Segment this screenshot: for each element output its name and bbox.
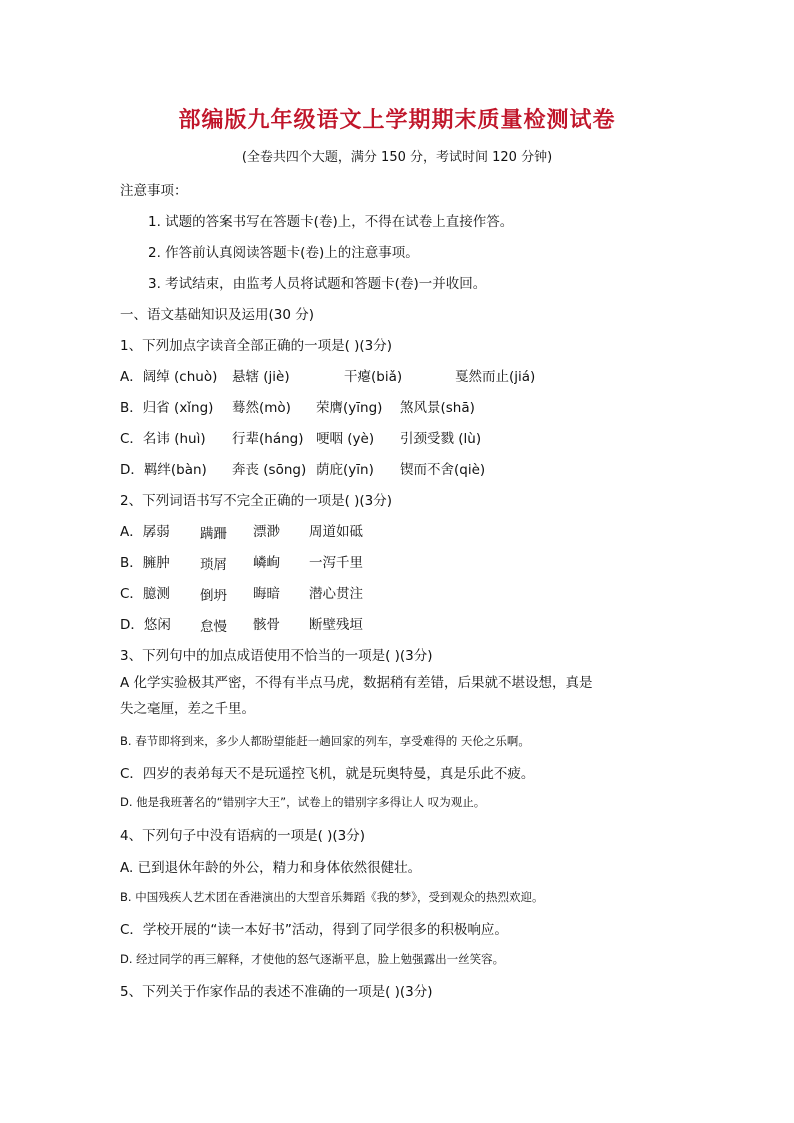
- exam-title: 部编版九年级语文上学期期末质量检测试卷: [178, 107, 616, 133]
- q2-stem: 2、下列词语书写不完全正确的一项是( )(3分): [120, 493, 393, 509]
- note-1: 1. 试题的答案书写在答题卡(卷)上，不得在试卷上直接作答。: [148, 214, 514, 230]
- q1-b-4: 煞风景(shā): [400, 400, 475, 416]
- q1-b-2: 蓦然(mò): [232, 400, 291, 416]
- q2-a-1: A．孱弱: [120, 524, 170, 540]
- q5-stem: 5、下列关于作家作品的表述不准确的一项是( )(3分): [120, 984, 433, 1000]
- notes-header: 注意事项：: [120, 183, 188, 199]
- q3-option-b: B. 春节即将到来，多少人都盼望能赶一趟回家的列车，享受难得的 天伦之乐啊。: [120, 734, 530, 748]
- q2-c-2: 倒坍: [200, 588, 227, 604]
- q1-d-2: 奔丧 (sōng): [232, 462, 307, 478]
- q1-c-3: 哽咽 (yè): [316, 431, 375, 447]
- q1-a-4: 戛然而止(jiá): [455, 369, 536, 385]
- q1-d-1: D．羁绊(bàn): [120, 462, 207, 478]
- note-3: 3. 考试结束，由监考人员将试题和答题卡(卷)一并收回。: [148, 276, 487, 292]
- q1-c-2: 行辈(háng): [232, 431, 304, 447]
- q1-d-3: 荫庇(yīn): [316, 462, 374, 478]
- q2-d-3: 骸骨: [253, 617, 280, 633]
- q2-b-2: 琐屑: [200, 557, 227, 573]
- q3-option-c: C．四岁的表弟每天不是玩遥控飞机，就是玩奥特曼，真是乐此不疲。: [120, 766, 535, 782]
- q2-a-4: 周道如砥: [309, 524, 363, 540]
- q1-a-3: 干瘪(biǎ): [344, 369, 403, 385]
- q2-d-2: 怠慢: [200, 619, 227, 635]
- q2-a-2: 蹒跚: [200, 526, 227, 542]
- q2-c-1: C．臆测: [120, 586, 170, 602]
- q1-c-1: C．名讳 (huì): [120, 431, 206, 447]
- q4-option-d: D. 经过同学的再三解释，才使他的怒气逐渐平息，脸上勉强露出一丝笑容。: [120, 952, 505, 966]
- q3-stem: 3、下列句中的加点成语使用不恰当的一项是( )(3分): [120, 648, 433, 664]
- q1-a-1: A．阔绰 (chuò): [120, 369, 218, 385]
- q1-b-1: B．归省 (xǐng): [120, 400, 214, 416]
- q4-stem: 4、下列句子中没有语病的一项是( )(3分): [120, 828, 366, 844]
- q3-option-a: A 化学实验极其严密，不得有半点马虎，数据稍有差错，后果就不堪设想，真是失之毫厘，差之千里。: [120, 675, 593, 717]
- q1-d-4: 锲而不舍(qiè): [400, 462, 486, 478]
- q2-b-3: 嶙峋: [253, 555, 280, 571]
- q2-a-3: 漂渺: [253, 524, 280, 540]
- q2-b-1: B．臃肿: [120, 555, 170, 571]
- q2-c-4: 潜心贯注: [309, 586, 363, 602]
- q1-c-4: 引颈受戮 (lù): [400, 431, 482, 447]
- exam-subtitle: (全卷共四个大题，满分 150 分，考试时间 120 分钟): [241, 150, 553, 165]
- q2-b-4: 一泻千里: [309, 555, 363, 571]
- section-1-heading: 一、语文基础知识及运用(30 分): [120, 307, 315, 323]
- q1-b-3: 荣膺(yīng): [316, 400, 383, 416]
- q1-a-2: 悬辖 (jiè): [232, 369, 290, 385]
- note-2: 2. 作答前认真阅读答题卡(卷)上的注意事项。: [148, 245, 419, 261]
- q2-c-3: 晦暗: [253, 586, 280, 602]
- q4-option-c: C．学校开展的“读一本好书”活动，得到了同学很多的积极响应。: [120, 922, 508, 938]
- q4-option-b: B. 中国残疾人艺术团在香港演出的大型音乐舞蹈《我的梦》，受到观众的热烈欢迎。: [120, 890, 544, 904]
- q1-stem: 1、下列加点字读音全部正确的一项是( )(3分): [120, 338, 393, 354]
- q4-option-a: A. 已到退休年龄的外公，精力和身体依然很健壮。: [120, 860, 422, 876]
- q2-d-4: 断壁残垣: [309, 617, 363, 633]
- q3-option-d: D. 他是我班著名的“错别字大王”，试卷上的错别字多得让人 叹为观止。: [120, 795, 486, 809]
- q2-d-1: D．悠闲: [120, 617, 171, 633]
